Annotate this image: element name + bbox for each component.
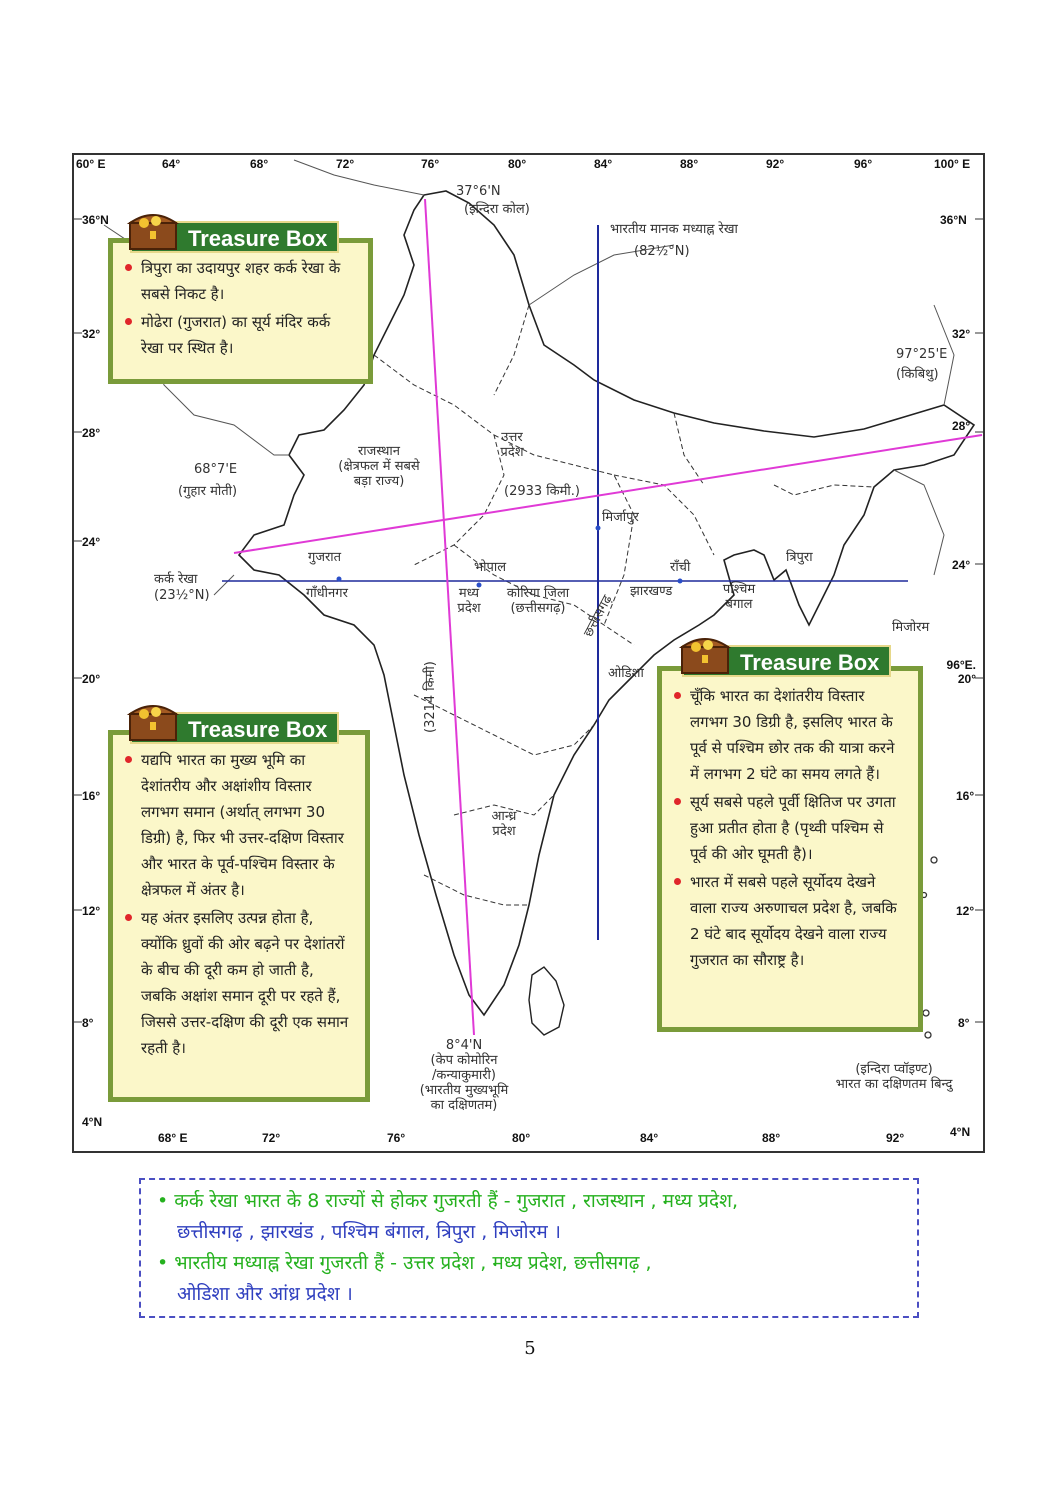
note-line-4: ओडिशा और आंध्र प्रदेश । — [177, 1283, 353, 1305]
label-west-coord: 68°7'E — [194, 462, 238, 477]
note-line-1: • कर्क रेखा भारत के 8 राज्यों से होकर गुजरती हैं - गुजरात , राजस्थान , मध्य प्रदेश, — [157, 1190, 739, 1212]
label-rajasthan-note1: (क्षेत्रफल में सबसे — [338, 458, 420, 474]
axis-top-5: 80° — [508, 157, 527, 171]
axis-top-7: 88° — [680, 157, 699, 171]
label-paschim: पश्चिम — [722, 582, 756, 597]
label-rajasthan — [324, 445, 434, 490]
treasure-box-1-item: त्रिपुरा का उदायपुर शहर कर्क रेखा के सबसे निकट है। — [125, 255, 354, 307]
treasure-box-1-list — [125, 255, 354, 361]
treasure-box-3-item: चूँकि भारत का देशांतरीय विस्तार लगभग 30 डिग्री है, इसलिए भारत के पूर्व से पश्चिम छोर तक की यात्रा करने में लगभग 2 घंटे का समय लगते हैं। — [674, 683, 904, 787]
axis-left-4: 20° — [82, 672, 101, 686]
axis-left-2: 28° — [82, 426, 101, 440]
label-tropic-value: (23½°N) — [154, 588, 210, 603]
note-line-2: छत्तीसगढ़ , झारखंड , पश्चिम बंगाल, त्रिपुरा , मिजोरम । — [177, 1221, 561, 1243]
axis-top-6: 84° — [594, 157, 613, 171]
label-tropic: कर्क रेखा — [154, 572, 198, 587]
north-south-extent-line — [425, 199, 474, 1035]
axis-right-7: 8° — [958, 1016, 970, 1030]
label-gandhinagar: गाँधीनगर — [306, 586, 348, 601]
treasure-box-3-item: भारत में सबसे पहले सूर्योदय देखने वाला राज्य अरुणाचल प्रदेश है, जबकि 2 घंटे बाद सूर्योदय देखने वाला राज्य गुजरात का सौराष्ट्र है। — [674, 869, 904, 973]
axis-bottom-1: 72° — [262, 1131, 281, 1145]
axis-top-9: 96° — [854, 157, 873, 171]
label-south-name4: का दक्षिणतम) — [430, 1097, 498, 1113]
treasure-box-3 — [657, 666, 923, 1032]
axis-right-1: 32° — [952, 327, 971, 341]
label-mirzapur: मिर्जापुर — [602, 510, 639, 525]
treasure-box-3-list — [674, 683, 904, 973]
axis-top-10: 100° E — [934, 157, 971, 171]
axis-bottom-4: 84° — [640, 1131, 659, 1145]
label-madhya: मध्य — [458, 586, 480, 601]
axis-left-7: 8° — [82, 1016, 94, 1030]
treasure-chest-icon — [126, 207, 180, 253]
label-paschim-bangal — [716, 583, 762, 613]
treasure-box-2-header — [130, 712, 339, 744]
label-chhattisgarh: छत्तीसगढ़ — [581, 592, 616, 640]
axis-left-8: 4°N — [82, 1115, 103, 1129]
treasure-box-3-item: सूर्य सबसे पहले पूर्वी क्षितिज पर उगता हुआ प्रतीत होता है (पृथ्वी पश्चिम से पूर्व की ओर घूमती है)। — [674, 789, 904, 867]
label-gujarat: गुजरात — [308, 550, 342, 565]
label-koriya-state: (छत्तीसगढ़) — [510, 600, 566, 616]
label-south-coord: 8°4'N — [445, 1038, 483, 1053]
label-indira-point — [814, 1063, 974, 1093]
label-andhra: आन्ध्र — [491, 809, 517, 824]
label-east-coord: 97°25'E — [896, 347, 948, 362]
page-number: 5 — [524, 1338, 536, 1359]
label-north-coord: 37°6'N — [456, 184, 501, 199]
label-koriya-name: कोरिया जिला — [506, 586, 570, 601]
axis-top-0: 60° E — [76, 157, 106, 171]
axis-bottom-6: 92° — [886, 1131, 905, 1145]
label-meridian-title: भारतीय मानक मध्याह्न रेखा — [610, 222, 738, 237]
treasure-box-1-title: Treasure Box — [188, 226, 328, 251]
axis-right-3: 24° — [952, 558, 971, 572]
axis-left-3: 24° — [82, 535, 101, 549]
label-south-name1: (केप कोमोरिन — [430, 1052, 498, 1068]
axis-left-6: 12° — [82, 904, 101, 918]
label-ap-pradesh: प्रदेश — [492, 823, 516, 839]
treasure-box-2-item: यद्यपि भारत का मुख्य भूमि का देशांतरीय और अक्षांशीय विस्तार लगभग समान (अर्थात् लगभग 30 डिग्री) है, फिर भी उत्तर-दक्षिण विस्तार और भारत के पूर्व-पश्चिम विस्तार के क्षेत्रफल में अंतर है। — [125, 747, 351, 903]
label-ns-distance: (3214 किमी) — [423, 661, 438, 733]
label-north-name: (इन्दिरा कोल) — [464, 202, 530, 217]
axis-right-0: 36°N — [940, 213, 967, 227]
axis-right-5: 16° — [956, 789, 975, 803]
treasure-chest-icon — [126, 698, 180, 744]
treasure-chest-icon — [678, 631, 732, 677]
label-andhra-pradesh — [480, 810, 528, 840]
treasure-box-1 — [108, 238, 373, 384]
label-west-name: (गुहार मोती) — [178, 484, 238, 499]
treasure-box-2-list — [125, 747, 351, 1061]
label-meridian-value: (82½°N) — [634, 244, 690, 259]
label-mp-pradesh: प्रदेश — [457, 600, 481, 616]
axis-top-4: 76° — [421, 157, 440, 171]
axis-right-4: 96°E. 20° — [946, 658, 976, 686]
label-madhya-pradesh — [449, 587, 489, 617]
axis-right-6: 12° — [956, 904, 975, 918]
axis-bottom-3: 80° — [512, 1131, 531, 1145]
label-south-name3: (भारतीय मुख्यभूमि — [419, 1082, 509, 1098]
label-uttar: उत्तर — [501, 430, 523, 445]
label-bhopal: भोपाल — [474, 560, 507, 575]
label-uttar-pradesh — [492, 431, 532, 461]
handwritten-note — [139, 1178, 919, 1318]
note-line-3: • भारतीय मध्याह्न रेखा गुजरती हैं - उत्तर प्रदेश , मध्य प्रदेश, छत्तीसगढ़ , — [157, 1252, 652, 1274]
treasure-box-3-header — [682, 645, 891, 677]
axis-top-1: 64° — [162, 157, 181, 171]
label-odisha: ओडिशा — [608, 666, 644, 681]
label-jharkhand: झारखण्ड — [630, 584, 673, 599]
label-koriya — [492, 587, 584, 617]
axis-right-2: 28° — [952, 419, 971, 433]
label-ranchi: राँची — [670, 560, 691, 575]
treasure-box-2-title: Treasure Box — [188, 717, 328, 742]
label-south-name2: /कन्याकुमारी) — [432, 1067, 496, 1083]
axis-top-3: 72° — [336, 157, 355, 171]
axis-right-8: 4°N — [950, 1125, 971, 1139]
label-rajasthan-note2: बड़ा राज्य) — [353, 473, 405, 489]
label-indira-name: (इन्दिरा प्वॉइण्ट) — [855, 1062, 933, 1077]
axis-top-8: 92° — [766, 157, 785, 171]
axis-bottom-0: 68° E — [158, 1131, 188, 1145]
treasure-box-3-title: Treasure Box — [740, 650, 880, 675]
treasure-box-2 — [108, 730, 370, 1102]
axis-bottom-2: 76° — [387, 1131, 406, 1145]
axis-left-0: 36°N — [82, 213, 109, 227]
label-mizoram: मिजोरम — [892, 620, 930, 635]
axis-left-5: 16° — [82, 789, 101, 803]
treasure-box-1-item: मोढेरा (गुजरात) का सूर्य मंदिर कर्क रेखा पर स्थित है। — [125, 309, 354, 361]
label-east-name: (किबिथु) — [896, 367, 939, 382]
sri-lanka-outline — [529, 967, 564, 1035]
axis-bottom-5: 88° — [762, 1131, 781, 1145]
label-up-pradesh: प्रदेश — [500, 444, 524, 460]
label-south — [404, 1039, 524, 1114]
treasure-box-2-item: यह अंतर इसलिए उत्पन्न होता है, क्योंकि ध्रुवों की ओर बढ़ने पर देशांतरों के बीच की दूरी कम हो जाती है, जबकि अक्षांश समान दूरी पर रहते हैं, जिससे उत्तर-दक्षिण की दूरी एक समान रहती है। — [125, 905, 351, 1061]
treasure-box-1-header — [130, 221, 339, 253]
axis-left-1: 32° — [82, 327, 101, 341]
label-rajasthan-name: राजस्थान — [357, 444, 401, 459]
label-bangal: बंगाल — [725, 596, 753, 612]
axis-top-2: 68° — [250, 157, 269, 171]
label-indira-desc: भारत का दक्षिणतम बिन्दु — [835, 1076, 953, 1092]
label-tripura: त्रिपुरा — [786, 550, 813, 565]
label-ew-distance: (2933 किमी.) — [504, 484, 580, 499]
